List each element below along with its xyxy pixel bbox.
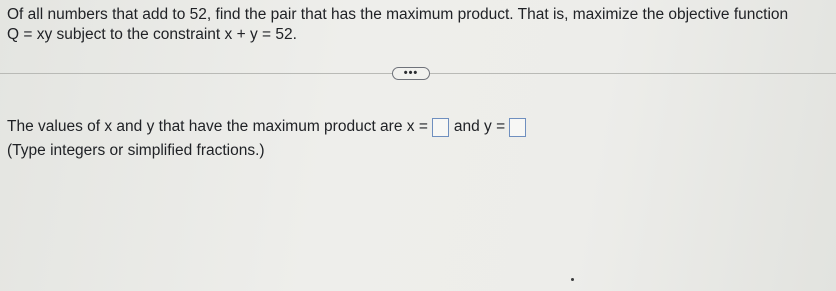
- screen-speck: [571, 278, 574, 281]
- question-line-2: Q = xy subject to the constraint x + y = 52.: [7, 26, 297, 43]
- answer-prefix-text: The values of x and y that have the maximum product are x =: [7, 118, 428, 135]
- question-text: [7, 5, 827, 45]
- more-dots-icon: •••: [403, 67, 419, 79]
- answer-connector-text: and y =: [453, 118, 506, 135]
- answer-row: [7, 117, 531, 137]
- y-answer-input[interactable]: [509, 118, 526, 137]
- x-answer-input[interactable]: [432, 118, 449, 137]
- answer-format-hint: (Type integers or simplified fractions.): [7, 142, 265, 159]
- expand-more-button[interactable]: [392, 67, 430, 80]
- question-line-1: Of all numbers that add to 52, find the pair that has the maximum product. That is, maximize the objective function: [7, 6, 789, 23]
